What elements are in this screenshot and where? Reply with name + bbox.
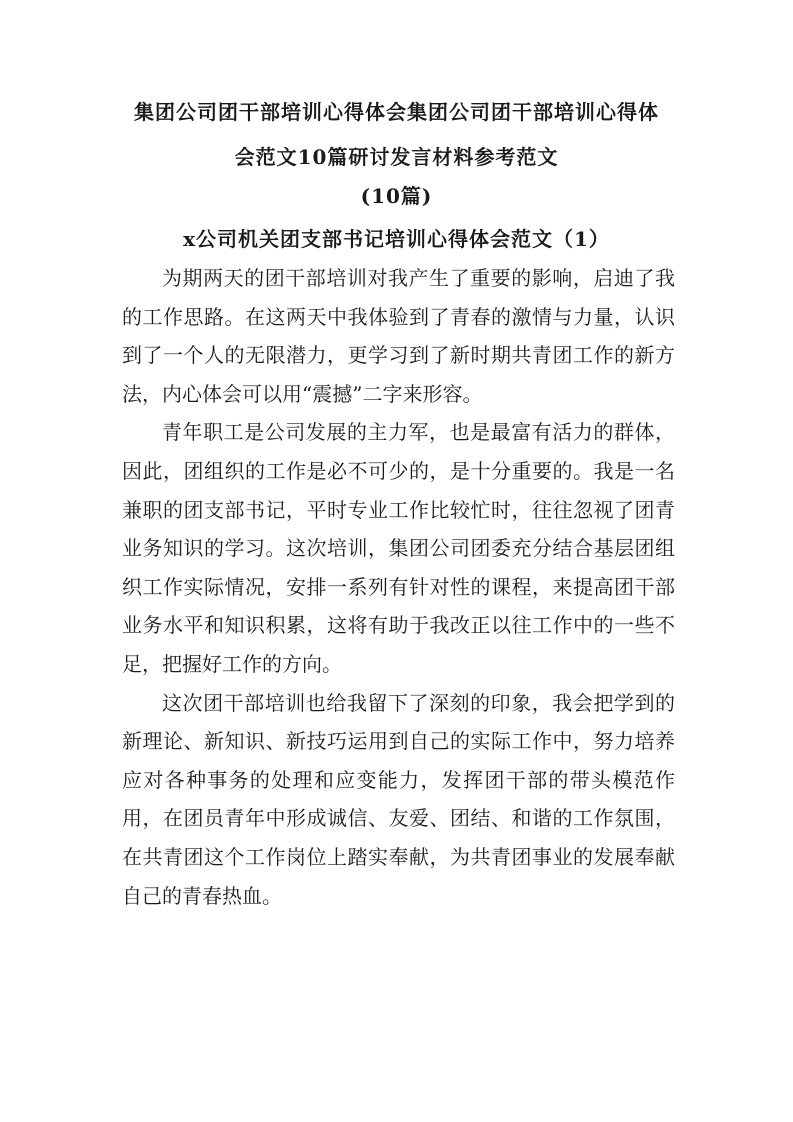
paragraph-1: 为期两天的团干部培训对我产生了重要的影响，启迪了我的工作思路。在这两天中我体验到了青春的激情与力量，认识到了一个人的无限潜力，更学习到了新时期共青团工作的新方法，内心体会可以用“震撼”二字来形容。: [122, 266, 675, 406]
paragraph-3: 这次团干部培训也给我留下了深刻的印象，我会把学到的新理论、新知识、新技巧运用到自己的实际工作中，努力培养应对各种事务的处理和应变能力，发挥团干部的带头模范作用，在团员青年中形成诚信、友爱、团结、和谐的工作氛围，在共青团这个工作岗位上踏实奉献，为共青团事业的发展奉献自己的青春热血。: [122, 690, 675, 908]
document-title-line-3: (10篇): [360, 184, 433, 208]
document-title-line-1: 集团公司团干部培训心得体会集团公司团干部培训心得体: [134, 100, 659, 124]
section-heading: x公司机关团支部书记培训心得体会范文（1）: [183, 227, 610, 251]
paragraph-2: 青年职工是公司发展的主力军，也是最富有活力的群体，因此，团组织的工作是必不可少的，是十分重要的。我是一名兼职的团支部书记，平时专业工作比较忙时，往往忽视了团青业务知识的学习。这次培训，集团公司团委充分结合基层团组织工作实际情况，安排一系列有针对性的课程，来提高团干部业务水平和知识积累，这将有助于我改正以往工作中的一些不足，把握好工作的方向。: [122, 420, 675, 676]
document-title-line-2: 会范文10篇研讨发言材料参考范文: [234, 145, 559, 169]
body-text: [122, 259, 675, 915]
